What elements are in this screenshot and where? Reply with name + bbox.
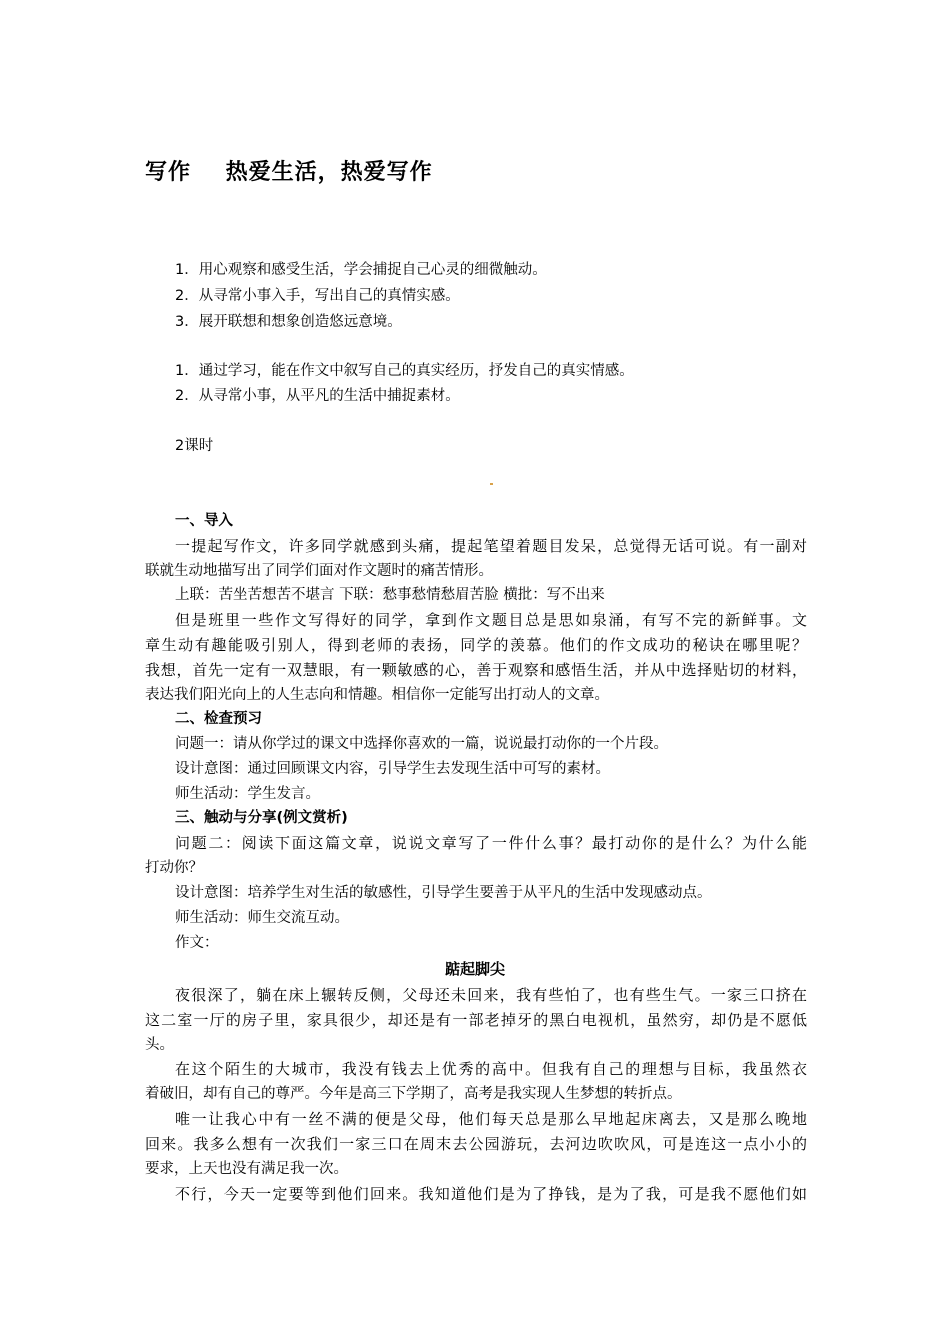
- essay-line: 着破旧，却有自己的尊严。今年是高三下学期了，高考是我实现人生梦想的转折点。: [145, 1086, 682, 1102]
- question-text: 打动你？: [145, 860, 203, 876]
- activity-text: 师生活动：师生交流互动。: [175, 910, 349, 926]
- essay-label: 作文：: [175, 935, 219, 951]
- paragraph-line: 联就生动地描写出了同学们面对作文题时的痛苦情形。: [145, 563, 493, 579]
- design-intent-text: 设计意图：通过回顾课文内容，引导学生去发现生活中可写的素材。: [175, 761, 610, 777]
- essay-line: 夜很深了，躺在床上辗转反侧，父母还未回来，我有些怕了，也有些生气。一家三口挤在: [175, 986, 807, 1004]
- objective-item: 2．从寻常小事入手，写出自己的真情实感。: [175, 288, 460, 304]
- essay-line: 不行，今天一定要等到他们回来。我知道他们是为了挣钱，是为了我，可是我不愿他们如: [175, 1185, 807, 1203]
- essay-title: 踮起脚尖: [444, 960, 505, 978]
- essay-line: 这二室一厅的房子里，家具很少，却还是有一部老掉牙的黑白电视机，虽然穷，却仍是不愿低: [145, 1011, 807, 1029]
- objective-item: 1．用心观察和感受生活，学会捕捉自己心灵的细微触动。: [175, 262, 547, 278]
- essay-line: 在这个陌生的大城市，我没有钱去上优秀的高中。但我有自己的理想与目标，我虽然衣: [175, 1060, 807, 1078]
- question-text: 问题一：请从你学过的课文中选择你喜欢的一篇，说说最打动你的一个片段。: [175, 736, 668, 752]
- essay-line: 回来。我多么想有一次我们一家三口在周末去公园游玩，去河边吹吹风，可是连这一点小小的: [145, 1135, 807, 1153]
- key-point-item: 2．从寻常小事，从平凡的生活中捕捉素材。: [175, 388, 460, 404]
- paragraph-line: 表达我们阳光向上的人生志向和情趣。相信你一定能写出打动人的文章。: [145, 687, 609, 703]
- stray-mark: [490, 483, 493, 485]
- paragraph-line: 一提起写作文，许多同学就感到头痛，提起笔望着题目发呆，总觉得无话可说。有一副对: [175, 537, 807, 555]
- key-point-item: 1．通过学习，能在作文中叙写自己的真实经历，抒发自己的真实情感。: [175, 363, 634, 379]
- activity-text: 师生活动：学生发言。: [175, 786, 320, 802]
- section-heading-intro: 一、导入: [175, 513, 233, 529]
- design-intent-text: 设计意图：培养学生对生活的敏感性，引导学生要善于从平凡的生活中发现感动点。: [175, 885, 712, 901]
- essay-line: 唯一让我心中有一丝不满的便是父母，他们每天总是那么早地起床离去，又是那么晚地: [175, 1110, 807, 1128]
- essay-line: 要求，上天也没有满足我一次。: [145, 1161, 348, 1177]
- section-heading-share: 三、触动与分享(例文赏析): [175, 810, 348, 826]
- section-heading-preview: 二、检查预习: [175, 711, 262, 727]
- couplet-line: 上联：苦坐苦想苦不堪言 下联：愁事愁情愁眉苦脸 横批：写不出来: [175, 587, 605, 603]
- paragraph-line: 我想，首先一定有一双慧眼，有一颗敏感的心，善于观察和感悟生活，并从中选择贴切的材料，: [145, 661, 807, 679]
- page-title: 写作 热爱生活，热爱写作: [145, 160, 433, 185]
- essay-line: 头。: [145, 1037, 174, 1053]
- paragraph-line: 但是班里一些作文写得好的同学，拿到作文题目总是思如泉涌，有写不完的新鲜事。文: [175, 611, 807, 629]
- question-text: 问题二：阅读下面这篇文章，说说文章写了一件什么事？最打动你的是什么？为什么能: [175, 834, 807, 852]
- duration-text: 2课时: [175, 438, 214, 454]
- objective-item: 3．展开联想和想象创造悠远意境。: [175, 314, 402, 330]
- paragraph-line: 章生动有趣能吸引别人，得到老师的表扬，同学的羡慕。他们的作文成功的秘诀在哪里呢？: [145, 636, 807, 654]
